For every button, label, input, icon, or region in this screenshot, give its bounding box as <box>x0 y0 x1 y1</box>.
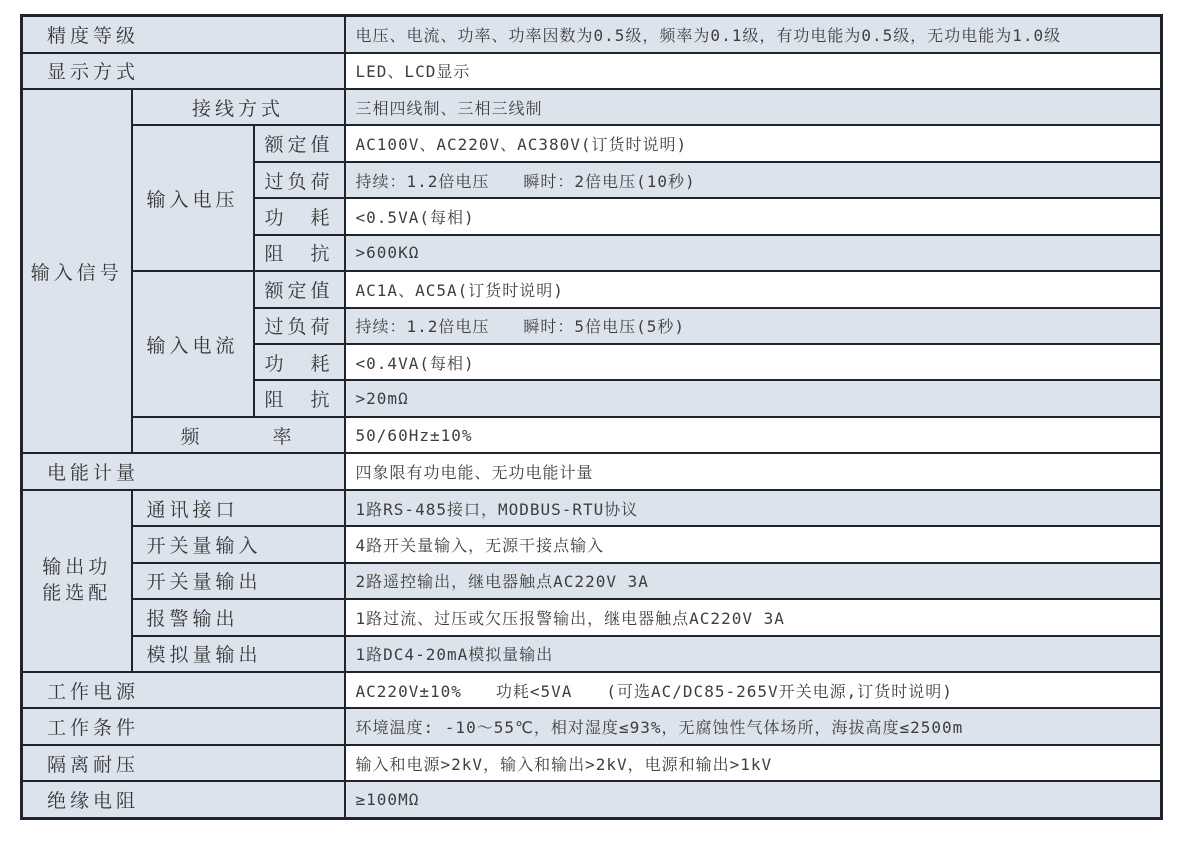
specification-table <box>20 14 1163 820</box>
accuracy-value: 电压、电流、功率、功率因数为0.5级，频率为0.1级，有功电能为0.5级，无功电能为1.0级 <box>345 16 1162 53</box>
frequency-label: 频 率 <box>132 417 345 453</box>
row-work-conditions <box>22 708 1162 744</box>
energy-metering-label: 电能计量 <box>22 453 345 489</box>
work-conditions-label: 工作条件 <box>22 708 345 744</box>
voltage-rated-value: AC100V、AC220V、AC380V(订货时说明) <box>345 125 1162 161</box>
current-impedance-label: 阻 抗 <box>254 380 345 416</box>
frequency-value: 50/60Hz±10% <box>345 417 1162 453</box>
analog-out-label: 模拟量输出 <box>132 636 345 672</box>
current-overload-value: 持续：1.2倍电压 瞬时：5倍电压(5秒) <box>345 308 1162 344</box>
voltage-consumption-label: 功 耗 <box>254 198 345 234</box>
work-conditions-value: 环境温度: -10～55℃，相对湿度≤93%，无腐蚀性气体场所，海拔高度≤2500m <box>345 708 1162 744</box>
digital-in-label: 开关量输入 <box>132 526 345 562</box>
row-accuracy <box>22 16 1162 53</box>
voltage-consumption-value: <0.5VA(每相) <box>345 198 1162 234</box>
current-rated-label: 额定值 <box>254 271 345 307</box>
row-voltage-rated <box>22 125 1162 161</box>
power-supply-value: AC220V±10% 功耗<5VA (可选AC/DC85-265V开关电源,订货时说明) <box>345 672 1162 708</box>
input-signal-label: 输入信号 <box>22 89 132 453</box>
voltage-overload-value: 持续：1.2倍电压 瞬时：2倍电压(10秒) <box>345 162 1162 198</box>
voltage-impedance-label: 阻 抗 <box>254 235 345 271</box>
alarm-out-value: 1路过流、过压或欠压报警输出，继电器触点AC220V 3A <box>345 599 1162 635</box>
input-voltage-label: 输入电压 <box>132 125 254 271</box>
wiring-label: 接线方式 <box>132 89 345 125</box>
row-energy-metering <box>22 453 1162 489</box>
accuracy-label: 精度等级 <box>22 16 345 53</box>
row-comm <box>22 490 1162 526</box>
digital-in-value: 4路开关量输入，无源干接点输入 <box>345 526 1162 562</box>
isolation-withstand-value: 输入和电源>2kV，输入和输出>2kV，电源和输出>1kV <box>345 745 1162 781</box>
digital-out-label: 开关量输出 <box>132 563 345 599</box>
voltage-impedance-value: >600KΩ <box>345 235 1162 271</box>
row-digital-in <box>22 526 1162 562</box>
output-options-label: 输出功能选配 <box>22 490 132 672</box>
isolation-withstand-label: 隔离耐压 <box>22 745 345 781</box>
display-value: LED、LCD显示 <box>345 53 1162 89</box>
input-current-label: 输入电流 <box>132 271 254 417</box>
comm-label: 通讯接口 <box>132 490 345 526</box>
voltage-overload-label: 过负荷 <box>254 162 345 198</box>
row-display <box>22 53 1162 89</box>
current-impedance-value: >20mΩ <box>345 380 1162 416</box>
insulation-resistance-value: ≥100MΩ <box>345 781 1162 818</box>
digital-out-value: 2路遥控输出，继电器触点AC220V 3A <box>345 563 1162 599</box>
row-wiring <box>22 89 1162 125</box>
row-insulation-resistance <box>22 781 1162 818</box>
analog-out-value: 1路DC4-20mA模拟量输出 <box>345 636 1162 672</box>
power-supply-label: 工作电源 <box>22 672 345 708</box>
insulation-resistance-label: 绝缘电阻 <box>22 781 345 818</box>
wiring-value: 三相四线制、三相三线制 <box>345 89 1162 125</box>
row-alarm-out <box>22 599 1162 635</box>
row-isolation-withstand <box>22 745 1162 781</box>
current-consumption-label: 功 耗 <box>254 344 345 380</box>
current-rated-value: AC1A、AC5A(订货时说明) <box>345 271 1162 307</box>
display-label: 显示方式 <box>22 53 345 89</box>
current-consumption-value: <0.4VA(每相) <box>345 344 1162 380</box>
row-power-supply <box>22 672 1162 708</box>
row-analog-out <box>22 636 1162 672</box>
comm-value: 1路RS-485接口，MODBUS-RTU协议 <box>345 490 1162 526</box>
current-overload-label: 过负荷 <box>254 308 345 344</box>
alarm-out-label: 报警输出 <box>132 599 345 635</box>
row-digital-out <box>22 563 1162 599</box>
row-frequency <box>22 417 1162 453</box>
row-current-rated <box>22 271 1162 307</box>
energy-metering-value: 四象限有功电能、无功电能计量 <box>345 453 1162 489</box>
voltage-rated-label: 额定值 <box>254 125 345 161</box>
